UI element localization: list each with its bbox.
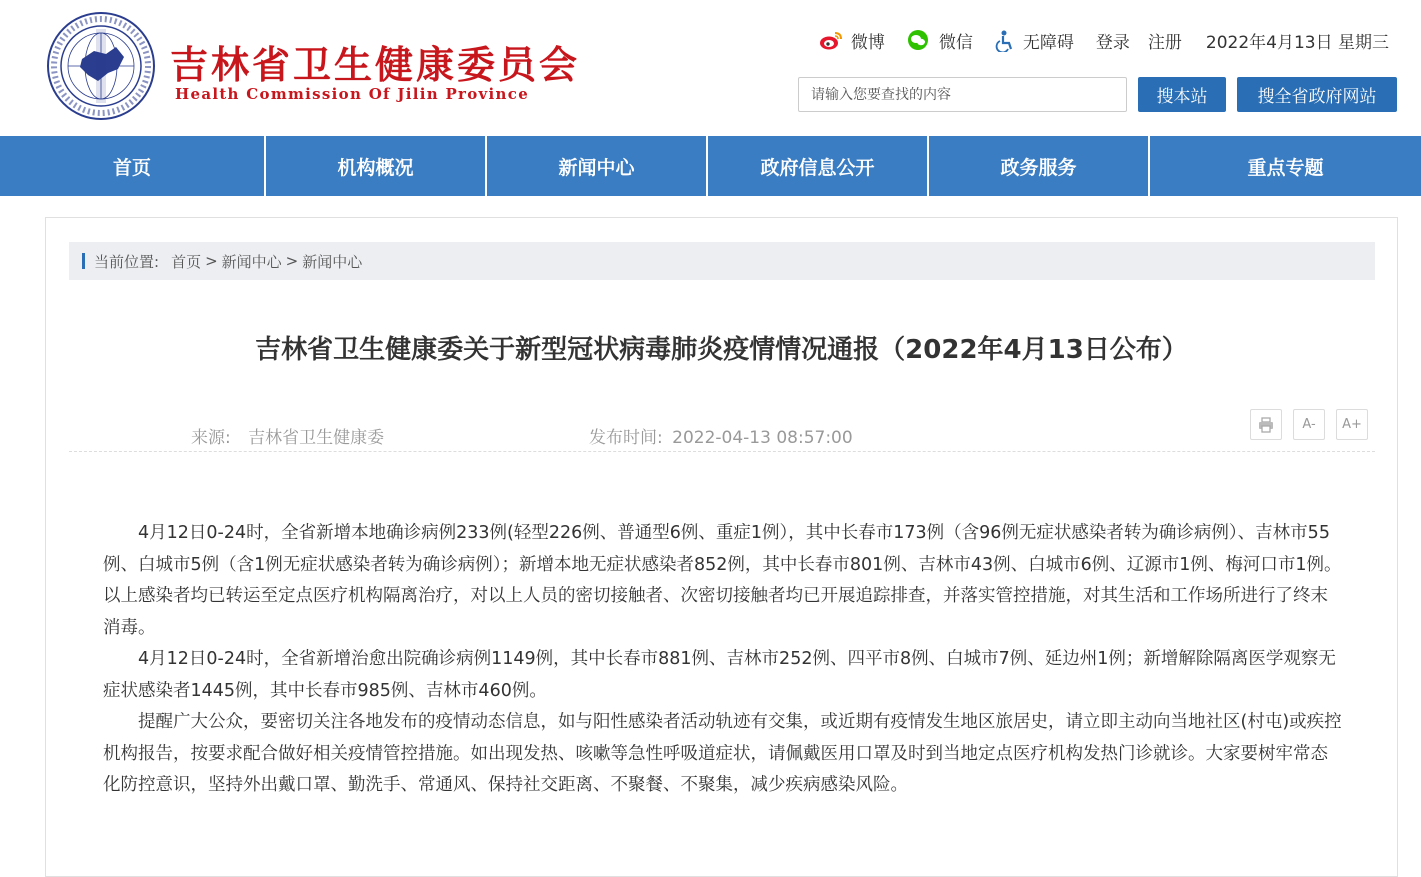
accessibility-label: 无障碍 — [1022, 33, 1074, 53]
breadcrumb-home[interactable]: 首页 — [171, 252, 202, 271]
register-link[interactable]: 注册 — [1147, 33, 1182, 53]
weibo-label: 微博 — [850, 33, 885, 53]
nav-about[interactable]: 机构概况 — [266, 136, 487, 196]
nav-gov-info[interactable]: 政府信息公开 — [708, 136, 929, 196]
breadcrumb-news[interactable]: 新闻中心 — [221, 252, 282, 271]
source-value: 吉林省卫生健康委 — [248, 428, 385, 448]
meta-divider — [69, 451, 1375, 452]
breadcrumb-sep: > — [205, 252, 218, 270]
breadcrumb — [69, 242, 1375, 280]
nav-topics[interactable]: 重点专题 — [1247, 156, 1324, 179]
health-commission-logo-icon[interactable] — [46, 11, 156, 121]
nav-services[interactable]: 政务服务 — [929, 136, 1150, 196]
content-box — [45, 217, 1398, 877]
site-title: 吉林省卫生健康委员会 — [170, 42, 581, 87]
article-tools — [1250, 409, 1379, 440]
article-body — [103, 518, 1343, 802]
accessibility-icon — [995, 30, 1015, 52]
wechat-icon — [907, 30, 931, 52]
main-nav — [0, 136, 1421, 196]
nav-home[interactable]: 首页 — [0, 136, 266, 196]
current-date: 2022年4月13日 星期三 — [1205, 33, 1389, 53]
wechat-link[interactable] — [907, 28, 973, 53]
top-links — [819, 28, 1389, 53]
search-input[interactable] — [798, 77, 1127, 112]
time-value: 2022-04-13 08:57:00 — [672, 428, 853, 448]
breadcrumb-news-current[interactable]: 新闻中心 — [302, 252, 363, 271]
accessibility-link[interactable] — [995, 28, 1074, 53]
search-site-button[interactable]: 搜本站 — [1138, 77, 1226, 112]
search-province-button[interactable]: 搜全省政府网站 — [1237, 77, 1397, 112]
print-button[interactable] — [1250, 409, 1282, 440]
font-larger-button[interactable]: A+ — [1336, 409, 1368, 440]
weibo-icon — [819, 31, 843, 51]
nav-news[interactable]: 新闻中心 — [487, 136, 708, 196]
time-label: 发布时间: — [589, 428, 663, 448]
article-source — [191, 423, 384, 448]
login-link[interactable]: 登录 — [1095, 33, 1130, 53]
article-paragraph: 4月12日0-24时，全省新增本地确诊病例233例(轻型226例、普通型6例、重症1例），其中长春市173例（含96例无症状感染者转为确诊病例）、吉林市55例、白城市5例（含1例无症状感染者转为确诊病例）；新增本地无症状感染者852例，其中长春市801例、吉林市43例、白城市6例、辽源市1例、梅河口市1例。以上感染者均已转运至定点医疗机构隔离治疗，对以上人员的密切接触者、次密切接触者均已开展追踪排查，并落实管控措施，对其生活和工作场所进行了终末消毒。 — [103, 523, 1342, 638]
wechat-label: 微信 — [938, 33, 973, 53]
breadcrumb-marker — [82, 253, 85, 269]
article-title: 吉林省卫生健康委关于新型冠状病毒肺炎疫情情况通报（2022年4月13日公布） — [255, 335, 1188, 365]
article-paragraph: 4月12日0-24时，全省新增治愈出院确诊病例1149例，其中长春市881例、吉林市252例、四平市8例、白城市7例、延边州1例；新增解除隔离医学观察无症状感染者1445例，其中长春市985例、吉林市460例。 — [103, 649, 1336, 701]
source-label: 来源: — [191, 428, 231, 448]
site-header — [0, 0, 1421, 136]
weibo-link[interactable] — [819, 28, 885, 53]
font-smaller-button[interactable]: A- — [1293, 409, 1325, 440]
breadcrumb-prefix: 当前位置: — [94, 252, 160, 271]
site-subtitle: Health Commission Of Jilin Province — [175, 85, 530, 103]
breadcrumb-sep: > — [285, 252, 299, 270]
article-paragraph: 提醒广大公众，要密切关注各地发布的疫情动态信息，如与阳性感染者活动轨迹有交集，或近期有疫情发生地区旅居史，请立即主动向当地社区(村屯)或疾控机构报告，按要求配合做好相关疫情管控措施。如出现发热、咳嗽等急性呼吸道症状，请佩戴医用口罩及时到当地定点医疗机构发热门诊就诊。大家要树牢常态化防控意识，坚持外出戴口罩、勤洗手、常通风、保持社交距离、不聚餐、不聚集，减少疾病感染风险。 — [103, 712, 1342, 795]
article-time — [589, 423, 853, 448]
print-icon — [1258, 417, 1274, 433]
